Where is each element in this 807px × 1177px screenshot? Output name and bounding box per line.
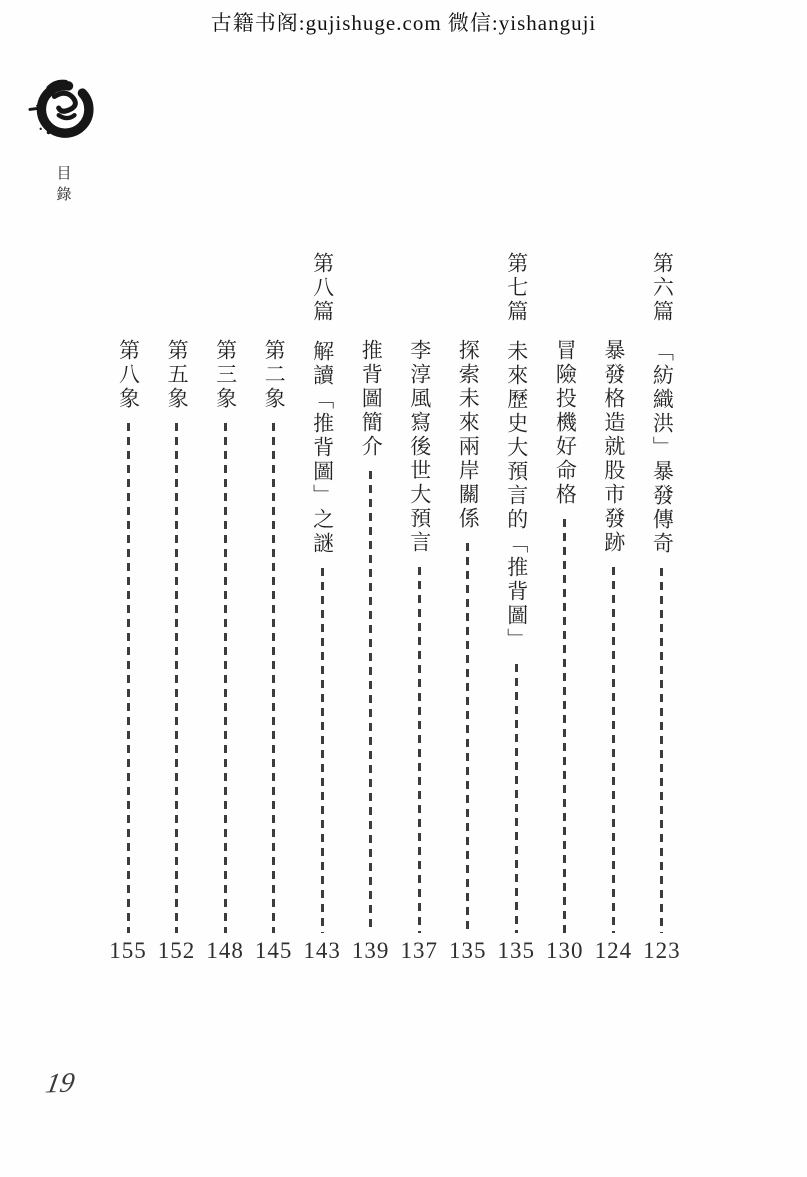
toc-page-number: 152	[157, 938, 196, 963]
toc-entry-column	[347, 252, 395, 968]
toc-entry-title	[165, 252, 188, 411]
toc-title-text: 第八象	[116, 339, 141, 411]
toc-title-text: 冒險投機好命格	[553, 339, 578, 507]
toc-page-number: 148	[206, 938, 244, 963]
toc-entry-column	[201, 252, 249, 968]
toc-title-text: 未來歷史大預言的「推背圖」	[504, 340, 529, 652]
toc-title-text: 解讀「推背圖」之謎	[310, 340, 335, 556]
dotted-leader	[466, 543, 469, 933]
toc-entry-column	[104, 252, 152, 968]
toc-title-text: 李淳風寫後世大預言	[407, 339, 432, 555]
toc-entry-title	[553, 252, 576, 507]
toc-page-number: 135	[448, 938, 487, 963]
toc-chapter-label: 第七篇	[504, 252, 529, 324]
toc-entry-column	[589, 252, 637, 968]
toc-page-number: 143	[303, 938, 341, 963]
table-of-contents	[104, 252, 686, 968]
toc-entry-title	[214, 252, 237, 411]
toc-entry-title	[116, 252, 139, 411]
section-title-mulu: 目錄	[54, 165, 71, 207]
toc-title-text: 第三象	[213, 339, 238, 411]
toc-entry-column	[250, 252, 298, 968]
toc-title-text: 探索未來兩岸關係	[456, 339, 481, 531]
toc-entry-column	[541, 252, 589, 968]
dotted-leader	[515, 664, 518, 933]
toc-title-text: 「紡織洪」暴發傳奇	[650, 340, 675, 556]
toc-page-number: 137	[400, 938, 438, 963]
toc-title-text: 第二象	[262, 339, 287, 411]
toc-entry-title	[456, 252, 479, 531]
toc-page-number: 123	[643, 938, 681, 963]
dotted-leader	[127, 423, 130, 933]
toc-entry-column	[153, 252, 201, 968]
dragon-seal-icon	[8, 72, 118, 154]
dotted-leader	[175, 423, 178, 933]
dotted-leader	[612, 567, 615, 933]
toc-title-text: 推背圖簡介	[359, 339, 384, 459]
toc-entry-title	[408, 252, 431, 555]
dotted-leader	[369, 471, 372, 933]
watermark-header: 古籍书阁:gujishuge.com 微信:yishanguji	[210, 11, 597, 35]
toc-page-number: 139	[351, 938, 390, 963]
toc-page-number: 130	[546, 938, 584, 963]
toc-chapter-label: 第六篇	[650, 252, 675, 324]
toc-entry-column	[298, 252, 346, 968]
toc-entry-column	[444, 252, 492, 968]
toc-entry-title	[505, 252, 528, 652]
toc-entry-column	[638, 252, 686, 968]
toc-entry-title	[602, 252, 625, 555]
chapter-emblem	[8, 72, 118, 212]
dotted-leader	[660, 568, 663, 933]
toc-entry-title	[311, 252, 334, 556]
toc-entry-title	[262, 252, 285, 411]
toc-page-number: 124	[594, 938, 633, 963]
toc-entry-title	[359, 252, 382, 459]
dotted-leader	[272, 423, 275, 933]
toc-title-text: 暴發格造就股市發跡	[601, 339, 626, 555]
toc-page-number: 155	[109, 938, 147, 963]
toc-entry-column	[395, 252, 443, 968]
toc-chapter-label: 第八篇	[310, 252, 335, 324]
toc-title-text: 第五象	[165, 339, 190, 411]
toc-entry-title	[650, 252, 673, 556]
toc-entry-column	[492, 252, 540, 968]
handwritten-folio-number: 19	[43, 1067, 77, 1100]
dotted-leader	[321, 568, 324, 933]
dotted-leader	[224, 423, 227, 933]
toc-page-number: 145	[254, 938, 293, 963]
toc-page-number: 135	[497, 938, 535, 963]
dotted-leader	[563, 519, 566, 933]
dotted-leader	[418, 567, 421, 933]
